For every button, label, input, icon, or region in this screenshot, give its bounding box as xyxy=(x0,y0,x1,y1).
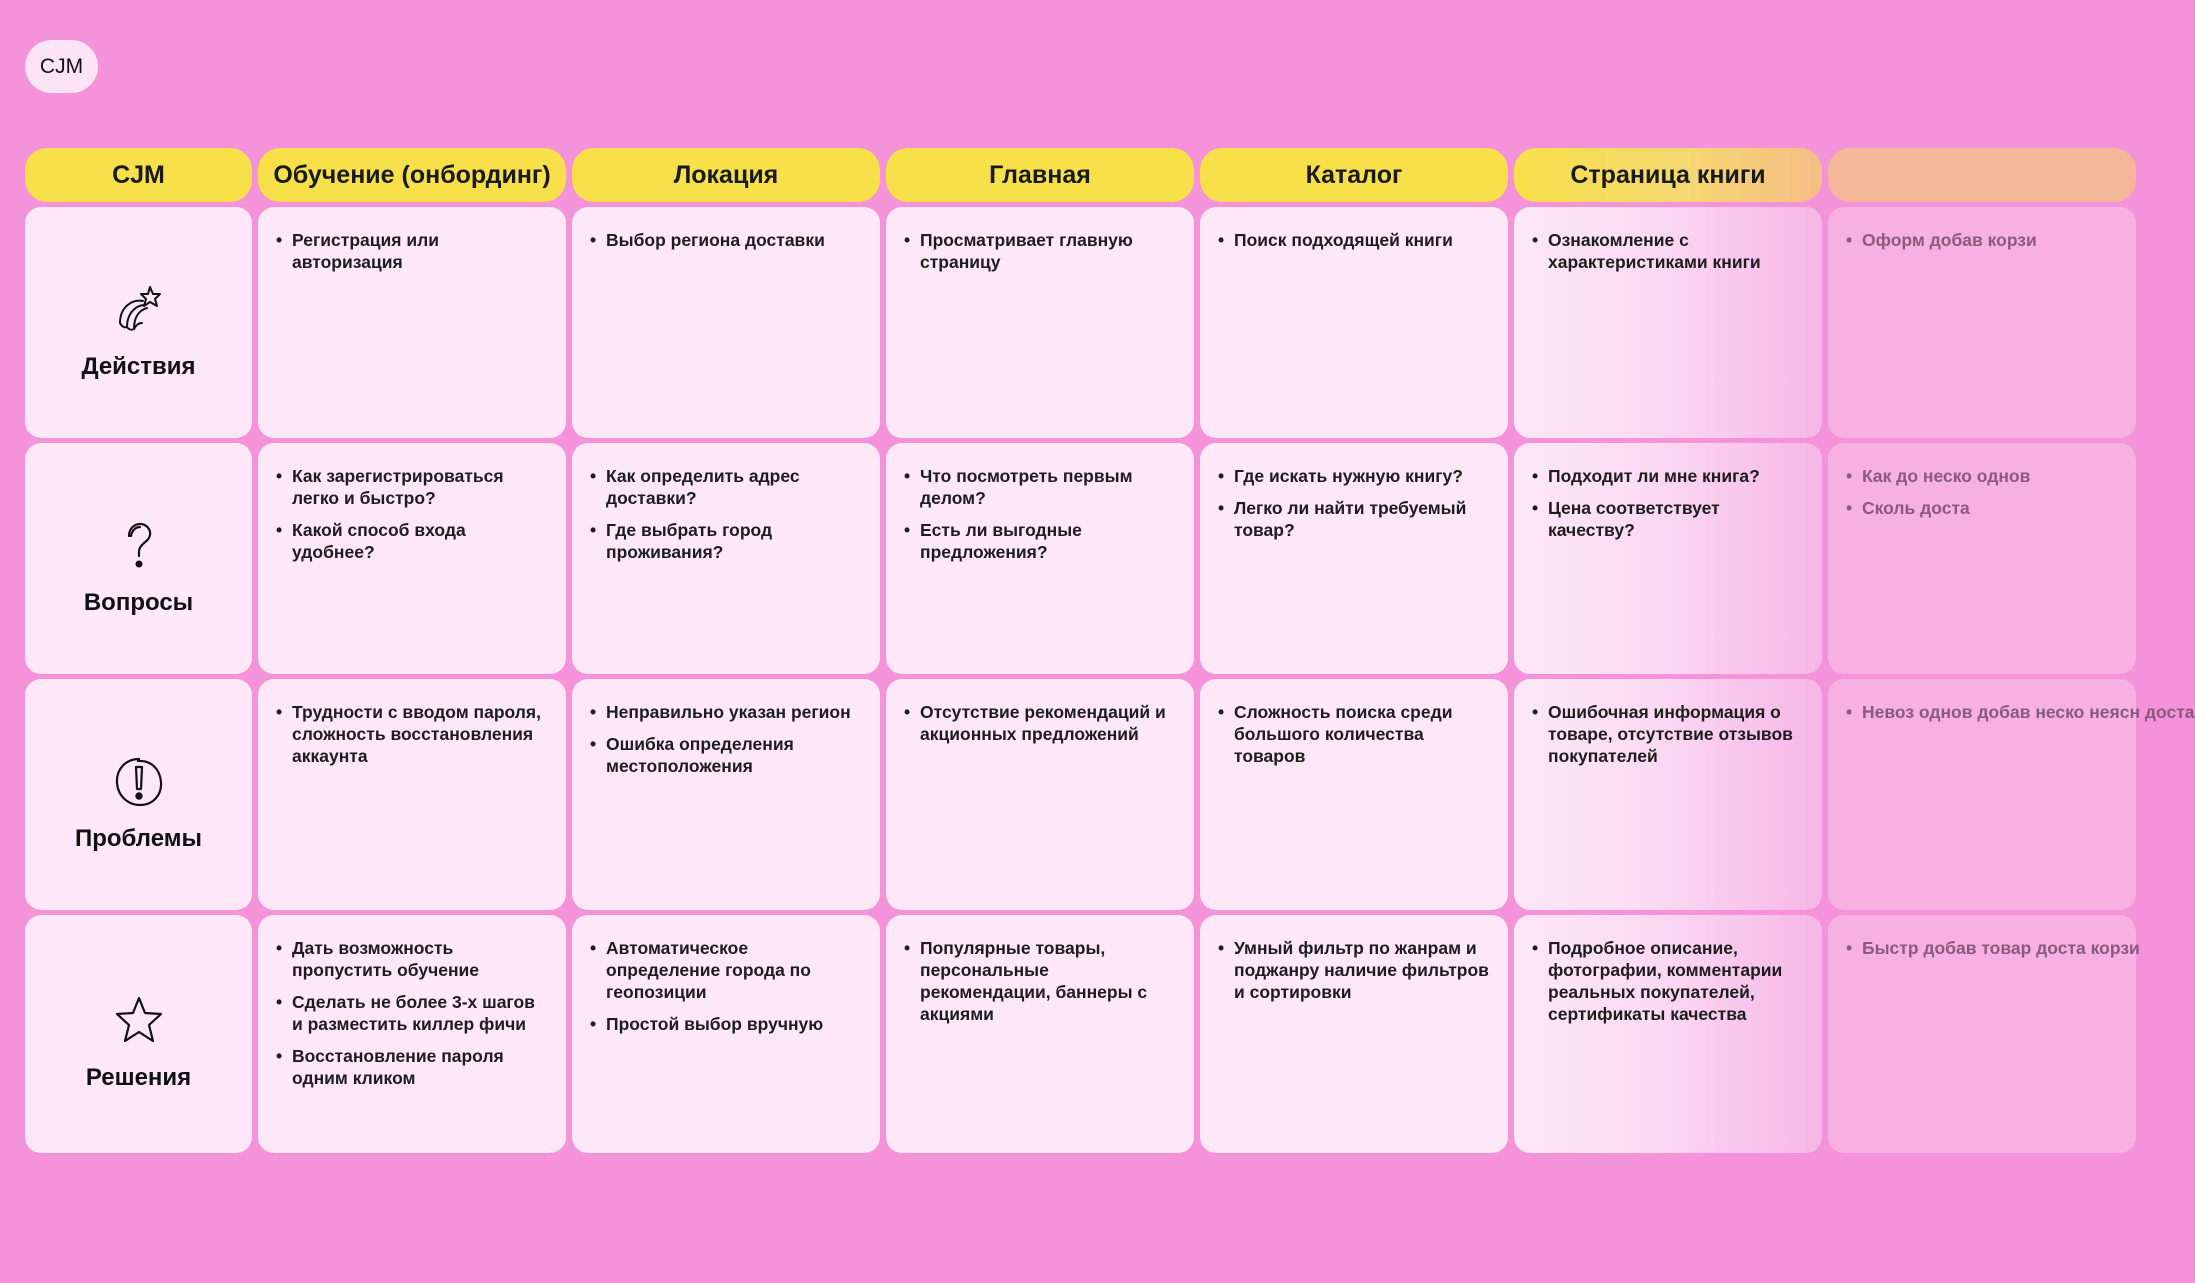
cell-problems-onboarding xyxy=(258,679,566,910)
cjm-board xyxy=(25,148,2195,1153)
row-label-text: Решения xyxy=(85,1064,192,1091)
list-item: • Оформ добав корзи xyxy=(1846,229,2120,251)
list-item: • Как определить адрес доставки? xyxy=(590,465,864,509)
list-item: • Сделать не более 3-х шагов и разместить киллер фичи xyxy=(276,991,550,1035)
list-item: • Невоз однов добав неско неясн доста xyxy=(1846,701,2120,723)
star-icon xyxy=(112,994,166,1048)
cell-actions-book-page xyxy=(1514,207,1822,438)
cell-questions-cut-off xyxy=(1828,443,2136,674)
cell-questions-main xyxy=(886,443,1194,674)
list-item: • Простой выбор вручную xyxy=(590,1013,864,1035)
cell-problems-main xyxy=(886,679,1194,910)
list-item: • Ошибка определения местоположения xyxy=(590,733,864,777)
list-item: • Ознакомление с характеристиками книги xyxy=(1532,229,1806,273)
list-item: • Ошибочная информация о товаре, отсутствие отзывов покупателей xyxy=(1532,701,1806,767)
list-item: • Что посмотреть первым делом? xyxy=(904,465,1178,509)
cell-actions-catalog xyxy=(1200,207,1508,438)
list-item: • Дать возможность пропустить обучение xyxy=(276,937,550,981)
cell-problems-book-page xyxy=(1514,679,1822,910)
list-item: • Автоматическое определение города по геопозиции xyxy=(590,937,864,1003)
header-onboarding: Обучение (онбординг) xyxy=(258,148,566,202)
header-catalog: Каталог xyxy=(1200,148,1508,202)
cell-solutions-book-page xyxy=(1514,915,1822,1153)
list-item: • Какой способ входа удобнее? xyxy=(276,519,550,563)
cell-solutions-main xyxy=(886,915,1194,1153)
list-item: • Где искать нужную книгу? xyxy=(1218,465,1492,487)
row-label-text: Вопросы xyxy=(83,588,194,616)
cell-questions-location xyxy=(572,443,880,674)
cell-questions-onboarding xyxy=(258,443,566,674)
list-item: • Трудности с вводом пароля, сложность восстановления аккаунта xyxy=(276,701,550,767)
list-item: • Цена соответствует качеству? xyxy=(1532,497,1806,541)
cell-problems-location xyxy=(572,679,880,910)
cell-solutions-location xyxy=(572,915,880,1153)
cell-solutions-cut-off xyxy=(1828,915,2140,1153)
list-item: • Подходит ли мне книга? xyxy=(1532,465,1806,487)
header-cut-off xyxy=(1828,148,2136,202)
list-item: • Отсутствие рекомендаций и акционных предложений xyxy=(904,701,1178,745)
list-item: • Как зарегистрироваться легко и быстро? xyxy=(276,465,550,509)
exclamation-circle-icon xyxy=(112,755,166,809)
list-item: • Подробное описание, фотографии, комментарии реальных покупателей, сертификаты качества xyxy=(1532,937,1806,1025)
shooting-star-icon xyxy=(112,283,166,337)
list-item: • Сколь доста xyxy=(1846,497,2120,519)
header-book-page: Страница книги xyxy=(1514,148,1822,202)
cell-solutions-onboarding xyxy=(258,915,566,1153)
list-item: • Есть ли выгодные предложения? xyxy=(904,519,1178,563)
list-item: • Легко ли найти требуемый товар? xyxy=(1218,497,1492,541)
row-label-actions xyxy=(25,207,252,438)
list-item: • Как до неско однов xyxy=(1846,465,2120,487)
list-item: • Популярные товары, персональные рекомендации, баннеры с акциями xyxy=(904,937,1178,1025)
list-item: • Неправильно указан регион xyxy=(590,701,864,723)
row-label-questions xyxy=(25,443,252,674)
header-main: Главная xyxy=(886,148,1194,202)
cell-actions-onboarding xyxy=(258,207,566,438)
list-item: • Восстановление пароля одним кликом xyxy=(276,1045,550,1089)
cell-solutions-catalog xyxy=(1200,915,1508,1153)
list-item: • Поиск подходящей книги xyxy=(1218,229,1492,251)
question-icon xyxy=(112,519,166,573)
header-cjm: CJM xyxy=(25,148,252,202)
row-label-text: Проблемы xyxy=(74,824,202,852)
cell-actions-main xyxy=(886,207,1194,438)
list-item: • Умный фильтр по жанрам и поджанру наличие фильтров и сортировки xyxy=(1218,937,1492,1003)
header-location: Локация xyxy=(572,148,880,202)
cell-questions-catalog xyxy=(1200,443,1508,674)
list-item: • Выбор региона доставки xyxy=(590,229,864,251)
cell-problems-cut-off xyxy=(1828,679,2195,910)
row-label-solutions xyxy=(25,915,252,1153)
list-item: • Просматривает главную страницу xyxy=(904,229,1178,273)
list-item: • Регистрация или авторизация xyxy=(276,229,550,273)
list-item: • Сложность поиска среди большого количества товаров xyxy=(1218,701,1492,767)
list-item: • Где выбрать город проживания? xyxy=(590,519,864,563)
row-label-text: Действия xyxy=(81,352,196,380)
cell-actions-cut-off xyxy=(1828,207,2136,438)
list-item: • Быстр добав товар доста корзи xyxy=(1846,937,2120,959)
cell-problems-catalog xyxy=(1200,679,1508,910)
row-label-problems xyxy=(25,679,252,910)
cell-actions-location xyxy=(572,207,880,438)
cjm-badge: CJM xyxy=(25,40,98,93)
cell-questions-book-page xyxy=(1514,443,1822,674)
